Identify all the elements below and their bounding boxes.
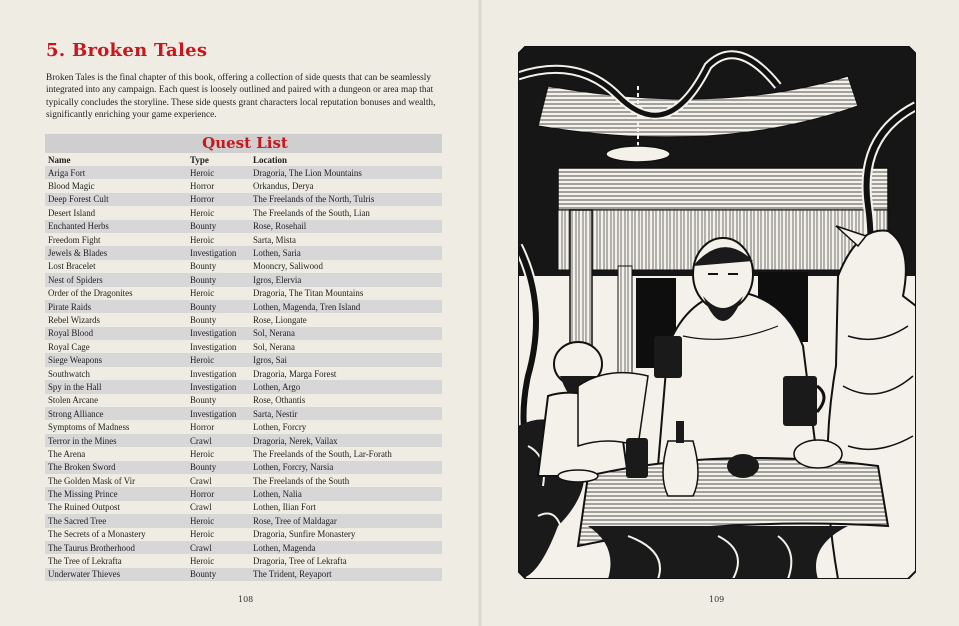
table-row — [45, 554, 442, 567]
header-name: Name — [45, 153, 187, 166]
table-row — [45, 434, 442, 447]
quest-location-cell: Orkandus, Derya — [253, 181, 314, 192]
quest-type-cell: Bounty — [190, 274, 217, 285]
page-number-right: 109 — [709, 595, 725, 604]
quest-type-cell: Horror — [190, 194, 215, 205]
quest-name-cell: Lost Bracelet — [48, 261, 96, 272]
quest-name-cell: Spy in the Hall — [48, 381, 102, 392]
quest-location-cell: Sol, Nerana — [253, 328, 295, 339]
quest-location-cell: Lothen, Forcry — [253, 422, 307, 433]
quest-type-cell: Investigation — [190, 248, 237, 259]
quest-location-cell: Igros, Elervia — [253, 274, 302, 285]
quest-location-cell: The Trident, Reyaport — [253, 569, 332, 580]
quest-location-cell: Dragoria, The Lion Mountains — [253, 167, 362, 178]
table-row — [45, 407, 442, 420]
table-row — [45, 514, 442, 527]
table-row — [45, 300, 442, 313]
table-row — [45, 287, 442, 300]
table-row — [45, 461, 442, 474]
quest-location-cell: The Freelands of the North, Tulris — [253, 194, 375, 205]
quest-name-cell: Desert Island — [48, 207, 96, 218]
quest-name-cell: The Tree of Lekrafta — [48, 556, 122, 567]
quest-type-cell: Heroic — [190, 355, 215, 366]
quest-name-cell: Deep Forest Cult — [48, 194, 109, 205]
quest-name-cell: Royal Blood — [48, 328, 94, 339]
quest-name-cell: Nest of Spiders — [48, 274, 103, 285]
table-row — [45, 220, 442, 233]
quest-type-cell: Crawl — [190, 475, 212, 486]
quest-location-cell: Sarta, Mista — [253, 234, 296, 245]
table-row — [45, 273, 442, 286]
table-row — [45, 327, 442, 340]
table-row — [45, 193, 442, 206]
quest-type-cell: Heroic — [190, 234, 215, 245]
quest-type-cell: Crawl — [190, 502, 212, 513]
quest-name-cell: The Missing Prince — [48, 489, 118, 500]
quest-name-cell: Symptoms of Madness — [48, 422, 130, 433]
quest-location-cell: Lothen, Nalia — [253, 489, 302, 500]
table-row — [45, 179, 442, 192]
table-header-row — [45, 153, 442, 166]
page-number-left: 108 — [238, 595, 254, 604]
quest-name-cell: The Taurus Brotherhood — [48, 542, 135, 553]
quest-type-cell: Investigation — [190, 368, 237, 379]
table-row — [45, 568, 442, 581]
chapter-intro-paragraph: Broken Tales is the final chapter of this book, offering a collection of side quests that can be seamlessly integrated into any campaign. Each quest is loosely outlined and paired with a dungeon or area map that typically concludes the storyline. These side quests grant characters local reputation bonuses and wealth, significantly enriching your game experience. — [46, 73, 436, 120]
quest-name-cell: Order of the Dragonites — [48, 288, 133, 299]
quest-type-cell: Bounty — [190, 569, 217, 580]
quest-location-cell: Lothen, Magenda, Tren Island — [253, 301, 361, 312]
quest-name-cell: The Broken Sword — [48, 462, 116, 473]
quest-type-cell: Bounty — [190, 301, 217, 312]
quest-name-cell: The Ruined Outpost — [48, 502, 120, 513]
table-row — [45, 313, 442, 326]
quest-location-cell: Igros, Sai — [253, 355, 288, 366]
quest-location-cell: Lothen, Forcry, Narsia — [253, 462, 334, 473]
quest-location-cell: Dragoria, Tree of Lekrafta — [253, 556, 347, 567]
table-row — [45, 394, 442, 407]
quest-location-cell: Dragoria, Marga Forest — [253, 368, 337, 379]
quest-name-cell: The Sacred Tree — [48, 515, 107, 526]
table-row — [45, 541, 442, 554]
table-row — [45, 233, 442, 246]
quest-location-cell: Lothen, Argo — [253, 381, 301, 392]
table-row — [45, 166, 442, 179]
quest-name-cell: Royal Cage — [48, 341, 90, 352]
table-row — [45, 340, 442, 353]
table-row — [45, 447, 442, 460]
chapter-title: 5. Broken Tales — [46, 40, 208, 61]
quest-type-cell: Crawl — [190, 435, 212, 446]
quest-type-cell: Crawl — [190, 542, 212, 553]
quest-name-cell: Stolen Arcane — [48, 395, 99, 406]
quest-location-cell: Mooncry, Saliwood — [253, 261, 323, 272]
quest-name-cell: Jewels & Blades — [48, 248, 108, 259]
table-row — [45, 260, 442, 273]
quest-type-cell: Heroic — [190, 167, 215, 178]
quest-location-cell: Lothen, Magenda — [253, 542, 316, 553]
quest-name-cell: Freedom Fight — [48, 234, 101, 245]
quest-type-cell: Bounty — [190, 462, 217, 473]
table-row — [45, 380, 442, 393]
quest-type-cell: Bounty — [190, 395, 217, 406]
quest-type-cell: Investigation — [190, 341, 237, 352]
quest-name-cell: The Arena — [48, 448, 86, 459]
table-row — [45, 206, 442, 219]
quest-location-cell: Sarta, Nestir — [253, 408, 298, 419]
quest-location-cell: The Freelands of the South, Lar-Forath — [253, 448, 392, 459]
quest-table-body — [45, 166, 442, 581]
quest-type-cell: Investigation — [190, 381, 237, 392]
quest-name-cell: Southwatch — [48, 368, 90, 379]
header-type: Type — [187, 153, 250, 166]
quest-location-cell: Lothen, Ilian Fort — [253, 502, 316, 513]
table-row — [45, 501, 442, 514]
quest-name-cell: The Golden Mask of Vir — [48, 475, 136, 486]
table-row — [45, 353, 442, 366]
quest-type-cell: Investigation — [190, 408, 237, 419]
quest-type-cell: Heroic — [190, 288, 215, 299]
quest-type-cell: Heroic — [190, 207, 215, 218]
quest-type-cell: Bounty — [190, 314, 217, 325]
table-row — [45, 474, 442, 487]
quest-name-cell: Ariga Fort — [48, 167, 86, 178]
table-row — [45, 528, 442, 541]
quest-type-cell: Bounty — [190, 261, 217, 272]
table-row — [45, 367, 442, 380]
right-page — [480, 0, 959, 626]
header-location: Location — [250, 153, 442, 166]
quest-type-cell: Heroic — [190, 556, 215, 567]
quest-location-cell: Rose, Rosehail — [253, 221, 307, 232]
quest-name-cell: Rebel Wizards — [48, 314, 100, 325]
quest-type-cell: Heroic — [190, 529, 215, 540]
quest-name-cell: Terror in the Mines — [48, 435, 117, 446]
quest-location-cell: Dragoria, Nerek, Vailax — [253, 435, 338, 446]
quest-name-cell: Underwater Thieves — [48, 569, 121, 580]
quest-list-table — [45, 134, 442, 581]
quest-list-title: Quest List — [45, 134, 442, 153]
quest-location-cell: The Freelands of the South, Lian — [253, 207, 370, 218]
table-row — [45, 487, 442, 500]
quest-location-cell: Rose, Tree of Maldagar — [253, 515, 337, 526]
quest-type-cell: Heroic — [190, 448, 215, 459]
quest-location-cell: Lothen, Saria — [253, 248, 301, 259]
table-row — [45, 246, 442, 259]
quest-location-cell: Sol, Nerana — [253, 341, 295, 352]
quest-location-cell: Dragoria, Sunfire Monastery — [253, 529, 356, 540]
quest-location-cell: Dragoria, The Titan Mountains — [253, 288, 364, 299]
quest-type-cell: Horror — [190, 489, 215, 500]
quest-name-cell: Blood Magic — [48, 181, 95, 192]
quest-name-cell: Siege Weapons — [48, 355, 103, 366]
quest-type-cell: Bounty — [190, 221, 217, 232]
quest-name-cell: Strong Alliance — [48, 408, 104, 419]
quest-location-cell: Rose, Liongate — [253, 314, 307, 325]
quest-location-cell: Rose, Othantis — [253, 395, 306, 406]
quest-type-cell: Horror — [190, 422, 215, 433]
table-row — [45, 420, 442, 433]
quest-type-cell: Horror — [190, 181, 215, 192]
quest-name-cell: Enchanted Herbs — [48, 221, 109, 232]
quest-type-cell: Investigation — [190, 328, 237, 339]
quest-name-cell: Pirate Raids — [48, 301, 92, 312]
quest-location-cell: The Freelands of the South — [253, 475, 350, 486]
quest-name-cell: The Secrets of a Monastery — [48, 529, 146, 540]
quest-type-cell: Heroic — [190, 515, 215, 526]
tavern-illustration — [518, 46, 916, 579]
